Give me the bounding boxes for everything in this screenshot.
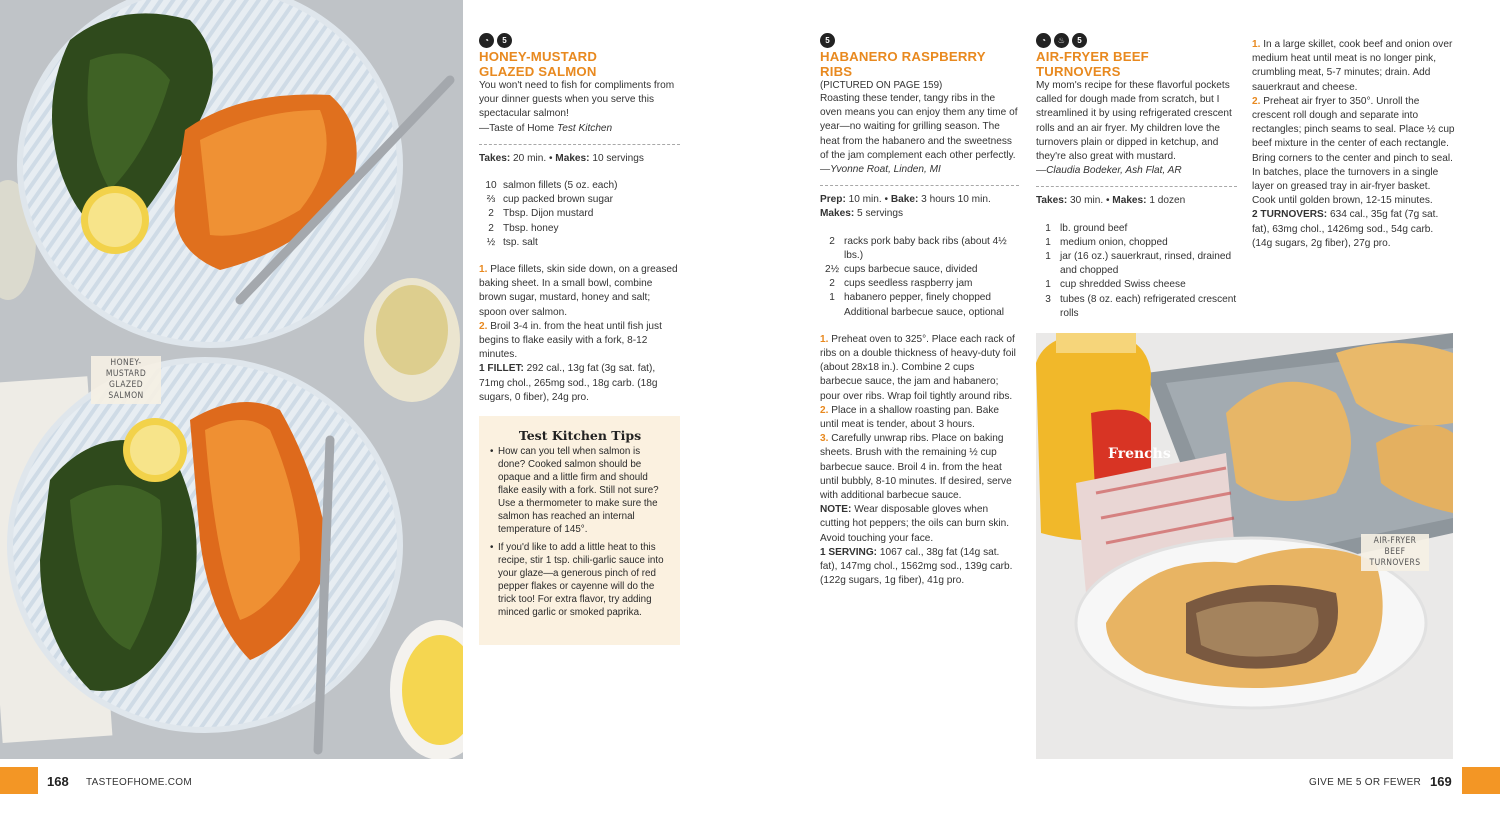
- ingredient-text: cup shredded Swiss cheese: [1060, 279, 1186, 291]
- nutrition-text: 292 cal., 13g fat (3g sat. fat), 71mg chol., 265mg sod., 18g carb. (18g sugars, 0 fiber), 24g pro.: [479, 363, 658, 403]
- salmon-photo: [0, 0, 463, 759]
- step-number: 2.: [479, 320, 488, 332]
- recipe-step: [479, 263, 680, 320]
- ingredient-item: [479, 179, 680, 193]
- ingredient-qty: ⅔: [486, 194, 496, 206]
- recipe-step: [1252, 38, 1455, 95]
- ingredient-text: Tbsp. honey: [503, 222, 559, 234]
- recipe-icons: [479, 33, 680, 49]
- ingredient-text: medium onion, chopped: [1060, 236, 1168, 248]
- ingredient-list: [820, 235, 1019, 320]
- jar-label: Frenchs: [1108, 446, 1171, 462]
- ingredient-item: [479, 236, 680, 250]
- recipe-step: [1252, 95, 1455, 209]
- recipe-step: [820, 432, 1019, 503]
- recipe-title: [820, 50, 1019, 79]
- meta-label: Takes:: [479, 152, 511, 164]
- recipe-habanero-raspberry-ribs: [820, 33, 1019, 589]
- author-prefix: —Taste of Home: [479, 122, 557, 134]
- ingredient-text: habanero pepper, finely chopped: [844, 292, 992, 304]
- recipe-title: [1036, 50, 1237, 79]
- test-kitchen-tips: [479, 416, 680, 645]
- ingredient-item: [820, 263, 1019, 277]
- footer-site-url: TASTEOFHOME.COM: [86, 777, 192, 788]
- step-number: 1.: [479, 264, 488, 276]
- recipe-note: [820, 503, 1019, 546]
- nutrition-label: 1 SERVING:: [820, 546, 878, 558]
- step-text: In a large skillet, cook beef and onion over medium heat until meat is no longer pink, crumbling meat, 5-7 minutes; drain. Add sauerkraut and cheese.: [1252, 39, 1453, 93]
- ingredient-item: [1036, 236, 1237, 250]
- ingredient-item: [479, 222, 680, 236]
- step-number: 1.: [820, 333, 829, 345]
- tips-list: [490, 445, 670, 619]
- tip-item: • If you'd like to add a little heat to this recipe, stir 1 tsp. chili-garlic sauce into your glaze—a generous pinch of red pepper flakes or cayenne will do the trick too! For extra flavor, try adding minced garlic or smoked paprika.: [490, 541, 670, 619]
- ingredient-qty: 3: [1045, 293, 1051, 305]
- recipe-title-line: AIR-FRYER BEEF TURNOVERS: [1036, 49, 1149, 79]
- turnovers-photo-tag: AIR-FRYER BEEF TURNOVERS: [1361, 534, 1429, 571]
- ingredient-qty: 2½: [824, 264, 840, 276]
- ingredient-qty: 2: [488, 208, 494, 220]
- tip-item: • How can you tell when salmon is done? Cooked salmon should be opaque and a little firm and should flake easily with a fork. Still not sure? Use a thermometer to make sure the salmon has reached an internal temperature of 145°.: [490, 445, 670, 536]
- step-number: 3.: [820, 433, 829, 445]
- page-number-left: 168: [47, 774, 69, 789]
- step-text: Place in a shallow roasting pan. Bake until meat is tender, about 3 hours.: [820, 404, 999, 431]
- divider: [820, 185, 1019, 186]
- recipe-step: [479, 320, 680, 363]
- nutrition-facts: [820, 546, 1019, 589]
- ingredient-text: jar (16 oz.) sauerkraut, rinsed, drained and chopped: [1060, 251, 1232, 277]
- ingredient-text: cups seedless raspberry jam: [844, 278, 973, 290]
- meta-value: 1 dozen: [1146, 195, 1186, 207]
- ingredient-item: [479, 207, 680, 221]
- recipe-author: —Yvonne Roat, Linden, MI: [820, 164, 941, 176]
- ingredient-qty: 1: [829, 292, 835, 304]
- ingredient-qty: [820, 306, 844, 320]
- tips-title: Test Kitchen Tips: [518, 428, 642, 443]
- ingredient-item: [820, 306, 1019, 320]
- meta-value: 30 min. •: [1067, 195, 1113, 207]
- nutrition-text: 1067 cal., 38g fat (14g sat. fat), 147mg chol., 1562mg sod., 139g carb. (122g sugars, 1g fiber), 41g pro.: [820, 546, 1013, 587]
- ingredient-item: [1036, 250, 1237, 278]
- divider: [1036, 186, 1237, 187]
- meta-label: Takes:: [1036, 195, 1068, 207]
- recipe-title-line: HONEY-MUSTARD: [479, 49, 598, 64]
- ingredient-qty: 1: [1045, 279, 1051, 291]
- ingredient-qty: 10: [485, 180, 497, 192]
- recipe-intro: My mom's recipe for these flavorful pockets called for dough made from scratch, but I streamlined it by using refrigerated crescent rolls and an air fryer. My children love the turnovers plain or dipped in ketchup, and they're also great with mustard.: [1036, 80, 1232, 163]
- note-text: Wear disposable gloves when cutting hot peppers; the oils can burn skin. Avoid touching your face.: [820, 504, 1010, 544]
- page-number-right: 169: [1430, 774, 1452, 789]
- meta-value: 3 hours 10 min.: [918, 194, 991, 206]
- ingredient-text: salmon fillets (5 oz. each): [503, 180, 618, 192]
- five-ingredient-icon: 5: [1072, 33, 1087, 48]
- author-name: Test Kitchen: [556, 122, 613, 134]
- recipe-air-fryer-beef-turnovers: [1036, 33, 1237, 334]
- recipe-title-line: GLAZED SALMON: [479, 63, 597, 79]
- step-text: Place fillets, skin side down, on a greased baking sheet. In a small bowl, combine brown sugar, mustard, honey and salt; spoon over salmon.: [479, 264, 678, 318]
- footer-bar-left: [0, 767, 38, 794]
- ingredient-text: cup packed brown sugar: [503, 194, 613, 206]
- meta-label: Makes:: [820, 208, 855, 220]
- ingredient-text: racks pork baby back ribs (about 4½ lbs.): [844, 235, 1007, 261]
- recipe-intro: Roasting these tender, tangy ribs in the oven means you can enjoy them any time of year—no waiting for grilling season. The heat from the habanero and the sweetness of the jam complement each other perfectly.: [820, 93, 1018, 161]
- ingredient-text: lb. ground beef: [1060, 222, 1128, 234]
- ingredient-item: [479, 193, 680, 207]
- recipe-title-line: HABANERO RASPBERRY RIBS: [820, 49, 986, 79]
- recipe-icons: [820, 33, 1019, 49]
- meta-value: 20 min. •: [510, 152, 556, 164]
- step-text: Carefully unwrap ribs. Place on baking sheets. Brush with the remaining ½ cup barbecue sauce. Broil 4 in. from the heat until bubbly, 8-10 minutes. If desired, serve with additional barbecue sauce.: [820, 433, 1012, 502]
- nutrition-label: 1 FILLET:: [479, 363, 524, 375]
- ingredient-qty: 1: [1045, 251, 1051, 263]
- recipe-step: [820, 404, 1019, 432]
- ingredient-item: [1036, 293, 1237, 321]
- nutrition-label: 2 TURNOVERS:: [1252, 209, 1328, 221]
- meta-value: 10 min. •: [845, 194, 891, 206]
- step-text: Preheat oven to 325°. Place each rack of ribs on a double thickness of heavy-duty foil (about 28x18 in.). Combine 2 cups barbecue sauce, the jam and habanero; pour over ribs. Wrap foil tightly around ribs.: [820, 333, 1016, 402]
- recipe-subtitle: (PICTURED ON PAGE 159): [820, 80, 943, 91]
- recipe-meta: [1036, 194, 1237, 208]
- meta-label: Bake:: [890, 194, 919, 206]
- nutrition-facts: [1252, 208, 1455, 251]
- ingredient-text: cups barbecue sauce, divided: [844, 264, 978, 276]
- footer-bar-right: [1462, 767, 1500, 794]
- clock-icon: ◔: [1036, 33, 1051, 48]
- divider: [479, 144, 680, 145]
- five-ingredient-icon: 5: [820, 33, 835, 48]
- step-number: 2.: [820, 404, 829, 416]
- recipe-author: —Claudia Bodeker, Ash Flat, AR: [1036, 165, 1182, 177]
- ingredient-qty: 1: [1045, 236, 1051, 248]
- meta-value: 10 servings: [589, 152, 644, 164]
- meta-label: Makes:: [1112, 195, 1147, 207]
- step-number: 1.: [1252, 39, 1261, 50]
- ingredient-item: [820, 291, 1019, 305]
- ingredient-list: [479, 179, 680, 250]
- ingredient-qty: 2: [829, 235, 835, 247]
- ingredient-item: [820, 277, 1019, 291]
- ingredient-text: tubes (8 oz. each) refrigerated crescent rolls: [1060, 293, 1237, 319]
- step-number: 2.: [1252, 95, 1261, 107]
- ingredient-qty: 2: [829, 278, 835, 290]
- footer-chapter-title: GIVE ME 5 OR FEWER: [1309, 777, 1422, 788]
- ingredient-item: [820, 235, 1019, 263]
- salmon-photo-tag: HONEY-MUSTARD GLAZED SALMON: [91, 356, 161, 404]
- air-fryer-icon: ♨: [1054, 33, 1069, 48]
- clock-icon: ◔: [479, 33, 494, 48]
- ingredient-text: Additional barbecue sauce, optional: [844, 306, 1004, 318]
- ingredient-list: [1036, 222, 1237, 321]
- recipe-meta: [820, 193, 1019, 221]
- step-text: Preheat air fryer to 350°. Unroll the crescent roll dough and separate into rectangles; pinch seams to seal. Place ½ cup beef mixture in the center of each rectangle. Bring corners to the center and pinch to seal. In batches, place the turnovers in a single layer on greased tray in air-fryer basket. Cook until golden brown, 12-15 minutes.: [1252, 95, 1455, 207]
- turnovers-directions: [1252, 38, 1455, 251]
- recipe-intro: You won't need to fish for compliments from your dinner guests when you serve this spectacular salmon!: [479, 80, 675, 120]
- ingredient-qty: 1: [1045, 222, 1051, 234]
- recipe-author: [479, 122, 680, 136]
- ingredient-text: tsp. salt: [503, 236, 538, 248]
- meta-label: Prep:: [820, 194, 846, 206]
- recipe-icons: [1036, 33, 1237, 49]
- meta-value: 5 servings: [854, 208, 904, 220]
- ingredient-qty: 2: [488, 222, 494, 234]
- note-label: NOTE:: [820, 504, 852, 516]
- ingredient-qty: ½: [486, 236, 496, 248]
- recipe-honey-mustard-salmon: [479, 33, 680, 405]
- five-ingredient-icon: 5: [497, 33, 512, 48]
- ingredient-item: [1036, 222, 1237, 236]
- nutrition-facts: [479, 362, 680, 405]
- meta-label: Makes:: [555, 152, 590, 164]
- ingredient-text: Tbsp. Dijon mustard: [503, 208, 594, 220]
- recipe-title: [479, 50, 680, 79]
- recipe-step: [820, 333, 1019, 404]
- recipe-meta: [479, 152, 680, 166]
- nutrition-text: 634 cal., 35g fat (7g sat. fat), 63mg chol., 1426mg sod., 54g carb. (14g sugars, 2g fiber), 27g pro.: [1252, 209, 1439, 249]
- ingredient-item: [1036, 278, 1237, 292]
- step-text: Broil 3-4 in. from the heat until fish just begins to flake easily with a fork, 8-12 minutes.: [479, 320, 662, 361]
